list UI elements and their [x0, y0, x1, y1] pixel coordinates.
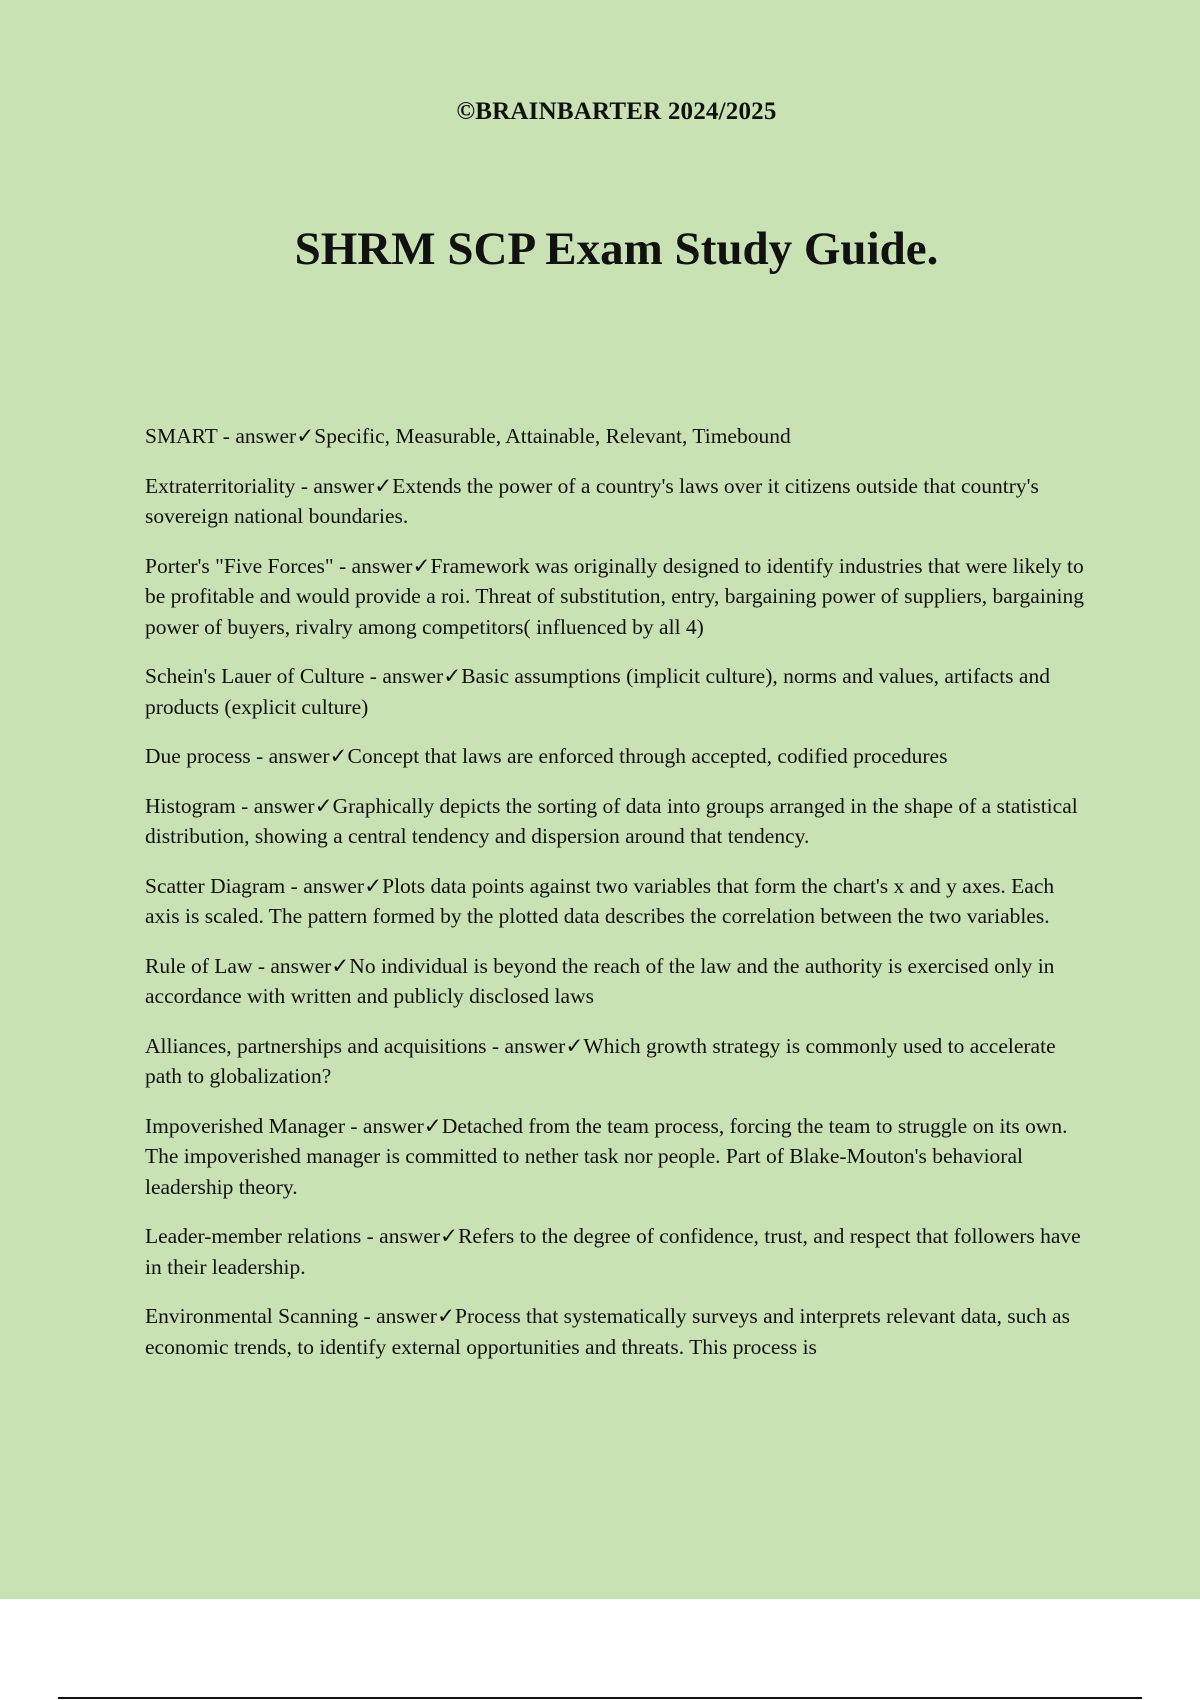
- entry-answer: Specific, Measurable, Attainable, Relevant, Timebound: [314, 424, 791, 448]
- answer-separator: - answer✓: [486, 1033, 584, 1058]
- entry-term: Schein's Lauer of Culture: [145, 664, 365, 688]
- list-item: [145, 791, 1085, 852]
- entry-answer: No individual is beyond the reach of the law and the authority is exercised only in accordance with written and publicly disclosed laws: [145, 953, 1055, 1008]
- answer-separator: - answer✓: [295, 473, 393, 498]
- entry-answer: Extends the power of a country's laws over it citizens outside that country's sovereign national boundaries.: [145, 473, 1039, 528]
- entry-term: Porter's "Five Forces": [145, 553, 334, 578]
- entry-term: Histogram: [145, 793, 236, 818]
- entry-term: Rule of Law: [145, 953, 253, 978]
- entry-answer: Process that systematically surveys and interprets relevant data, such as economic trends, to identify external opportunities and threats. This process is: [145, 1304, 1070, 1359]
- answer-separator: - answer✓: [252, 953, 350, 978]
- entry-term: Extraterritoriality: [145, 473, 296, 498]
- entry-term: Scatter Diagram: [145, 873, 286, 898]
- entry-term: Alliances, partnerships and acquisitions: [145, 1033, 487, 1058]
- list-item: [145, 551, 1085, 643]
- list-item: [145, 871, 1085, 932]
- entry-term: Due process: [145, 744, 251, 768]
- list-item: [145, 951, 1085, 1012]
- entry-term: Environmental Scanning: [145, 1304, 359, 1328]
- answer-separator: - answer✓: [361, 1224, 459, 1248]
- answer-separator: - answer✓: [364, 664, 462, 688]
- answer-separator: - answer✓: [358, 1304, 455, 1328]
- entry-answer: Refers to the degree of confidence, trust, and respect that followers have in their leadership.: [145, 1224, 1081, 1279]
- entry-term: Leader-member relations: [145, 1224, 362, 1248]
- list-item: [145, 661, 1085, 722]
- entry-answer: Plots data points against two variables that form the chart's x and y axes. Each axis is scaled. The pattern formed by the plotted data describes the correlation between the two variables.: [145, 873, 1055, 928]
- answer-separator: - answer✓: [217, 424, 315, 448]
- answer-separator: - answer✓: [285, 873, 383, 898]
- copyright-header: ©BRAINBARTER 2024/2025: [456, 98, 777, 125]
- list-item: [145, 741, 1085, 772]
- entry-answer: Graphically depicts the sorting of data into groups arranged in the shape of a statistical distribution, showing a central tendency and dispersion around that tendency.: [145, 793, 1078, 848]
- list-item: [145, 1111, 1085, 1203]
- list-item: [145, 1301, 1085, 1362]
- entry-answer: Concept that laws are enforced through accepted, codified procedures: [347, 744, 948, 768]
- footer-divider: [58, 1697, 1142, 1699]
- entry-answer: Basic assumptions (implicit culture), norms and values, artifacts and products (explicit culture): [145, 664, 1050, 719]
- list-item: [145, 421, 1085, 452]
- list-item: [145, 1221, 1085, 1282]
- answer-separator: - answer✓: [250, 744, 348, 768]
- answer-separator: - answer✓: [333, 553, 431, 578]
- answer-separator: - answer✓: [235, 793, 333, 818]
- list-item: [145, 1031, 1085, 1092]
- list-item: [145, 471, 1085, 532]
- entry-answer: Detached from the team process, forcing the team to struggle on its own. The impoverished manager is committed to nether task nor people. Part of Blake-Mouton's behavioral leadership theory.: [145, 1113, 1068, 1199]
- study-entries-list: [145, 421, 1085, 1381]
- entry-term: SMART: [145, 424, 218, 448]
- entry-term: Impoverished Manager: [145, 1113, 345, 1138]
- page-title: SHRM SCP Exam Study Guide.: [294, 223, 939, 275]
- entry-answer: Framework was originally designed to identify industries that were likely to be profitable and would provide a roi. Threat of substitution, entry, bargaining power of suppliers, bargaining power of buyers, rivalry among competitors( influenced by all 4): [145, 553, 1085, 639]
- answer-separator: - answer✓: [345, 1113, 442, 1138]
- entry-answer: Which growth strategy is commonly used to accelerate path to globalization?: [145, 1033, 1056, 1088]
